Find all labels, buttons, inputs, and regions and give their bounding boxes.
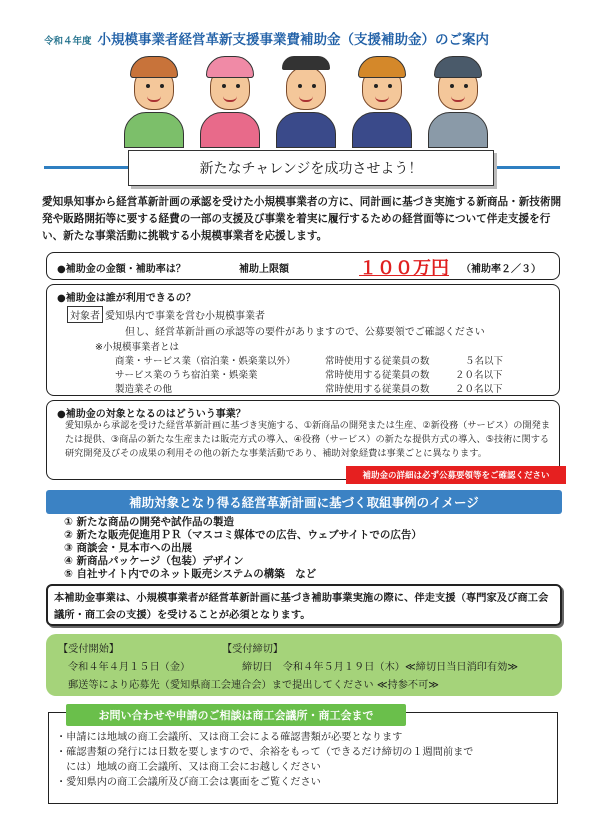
contact-notes	[56, 730, 554, 790]
target-label: 対象者	[67, 306, 103, 323]
criteria: 常時使用する従業員の数	[325, 384, 430, 395]
examples-heading: 補助対象となり得る経営革新計画に基づく取組事例のイメージ	[46, 490, 562, 514]
eligibility-question: ●補助金は誰が利用できるの？	[57, 293, 196, 304]
criteria: 常時使用する従業員の数	[325, 356, 430, 367]
contact-line: には）地域の商工会議所、又は商工会にお越しください	[56, 762, 321, 773]
page-title	[44, 28, 489, 48]
deadline: 締切日 令和４年５月１９日（木）≪締切日当日消印有効≫	[242, 662, 519, 673]
reception-period-box	[46, 634, 562, 696]
example-item: ② 新たな販売促進用ＰＲ（マスコミ媒体での広告、ウェブサイトでの広告）	[64, 529, 422, 541]
amount-question: ●補助金の金額・補助率は？	[57, 264, 186, 275]
definition-label: ※小規模事業者とは	[95, 342, 179, 353]
limit-value: １００万円	[359, 258, 449, 279]
eligibility-box	[46, 284, 560, 396]
industry: サービス業のうち宿泊業・娯楽業	[115, 370, 258, 381]
projects-question: ●補助金の対象となるのはどういう事業？	[57, 409, 246, 420]
support-requirement-box: 本補助金事業は、小規模事業者が経営革新計画に基づき補助事業実施の際に、伴走支援（専門家及び商工会議所・商工会の支援）を受けることが必須となります。	[46, 584, 562, 626]
factory-worker-figure	[424, 52, 492, 148]
mail-note: 郵送等により応募先（愛知県商工会連合会）まで提出してください ≪持参不可≫	[68, 680, 439, 691]
office-woman-figure	[348, 52, 416, 148]
limit-label: 補助上限額	[239, 264, 289, 275]
shop-staff-figure	[196, 52, 264, 148]
contact-line: ・確認書類の発行には日数を要しますので、余裕をもって（できるだけ締切の１週間前まで	[56, 747, 474, 758]
contact-line: ・愛知県内の商工会議所及び商工会は裏面をご覧ください	[56, 777, 321, 788]
example-item: ③ 商談会・見本市への出展	[64, 542, 193, 554]
target-note: 但し、経営革新計画の承認等の要件がありますので、公募要領でご確認ください	[125, 327, 485, 338]
example-item: ④ 新商品パッケージ（包装）デザイン	[64, 555, 244, 567]
industry: 商業・サービス業（宿泊業・娯楽業以外）	[115, 356, 296, 367]
contact-line: ・申請には地域の商工会議所、又は商工会による確認書類が必要となります	[56, 732, 403, 743]
count: ２０名以下	[455, 384, 503, 395]
criteria: 常時使用する従業員の数	[325, 370, 430, 381]
start-date: 令和４年４月１５日（金）	[68, 662, 191, 673]
projects-description: 愛知県から承認を受けた経営革新計画に基づき実施する、①新商品の開発または生産、②新役務（サービス）の開発または提供、③商品の新たな生産または販売方式の導入、④役務（サービス）の新たな提供方式の導入、⑤技術に関する研究開発及びその成果の利用その他の新たな事業活動であり、補助対象経費は事業ごとに異なります。	[65, 420, 551, 459]
intro-text: 愛知県知事から経営革新計画の承認を受けた小規模事業者の方に、同計画に基づき実施する新商品・新技術開発や販路開拓等に要する経費の一部の支援及び事業を着実に履行するための経営面等について伴走支援を行い、新たな事業活動に挑戦する小規模事業者を応援します。	[42, 196, 562, 242]
subsidy-rate: （補助率２／３）	[461, 264, 541, 275]
subsidy-amount-box	[46, 252, 560, 280]
guideline-notice: 補助金の詳細は必ず公募要領等をご確認ください	[346, 466, 566, 484]
count: ５名以下	[465, 356, 504, 367]
example-item: ⑤ 自社サイト内でのネット販売システムの構築 など	[64, 568, 317, 580]
title-text: 小規模事業者経営革新支援事業費補助金（支援補助金）のご案内	[97, 32, 490, 48]
example-item: ① 新たな商品の開発や試作品の製造	[64, 516, 235, 528]
count: ２０名以下	[455, 370, 503, 381]
target-text: 愛知県内で事業を営む小規模事業者	[105, 311, 265, 322]
examples-list	[64, 516, 422, 581]
contact-heading: お問い合わせや申請のご相談は商工会議所・商工会まで	[66, 704, 406, 726]
industry: 製造業その他	[115, 384, 173, 395]
fiscal-year: 令和４年度	[44, 36, 92, 47]
challenge-banner: 新たなチャレンジを成功させよう！	[128, 150, 494, 186]
worker-figure	[120, 52, 188, 148]
people-illustration	[120, 52, 500, 148]
start-label: 【受付開始】	[58, 644, 120, 655]
businessman-figure	[272, 52, 340, 148]
end-label: 【受付締切】	[222, 644, 284, 655]
